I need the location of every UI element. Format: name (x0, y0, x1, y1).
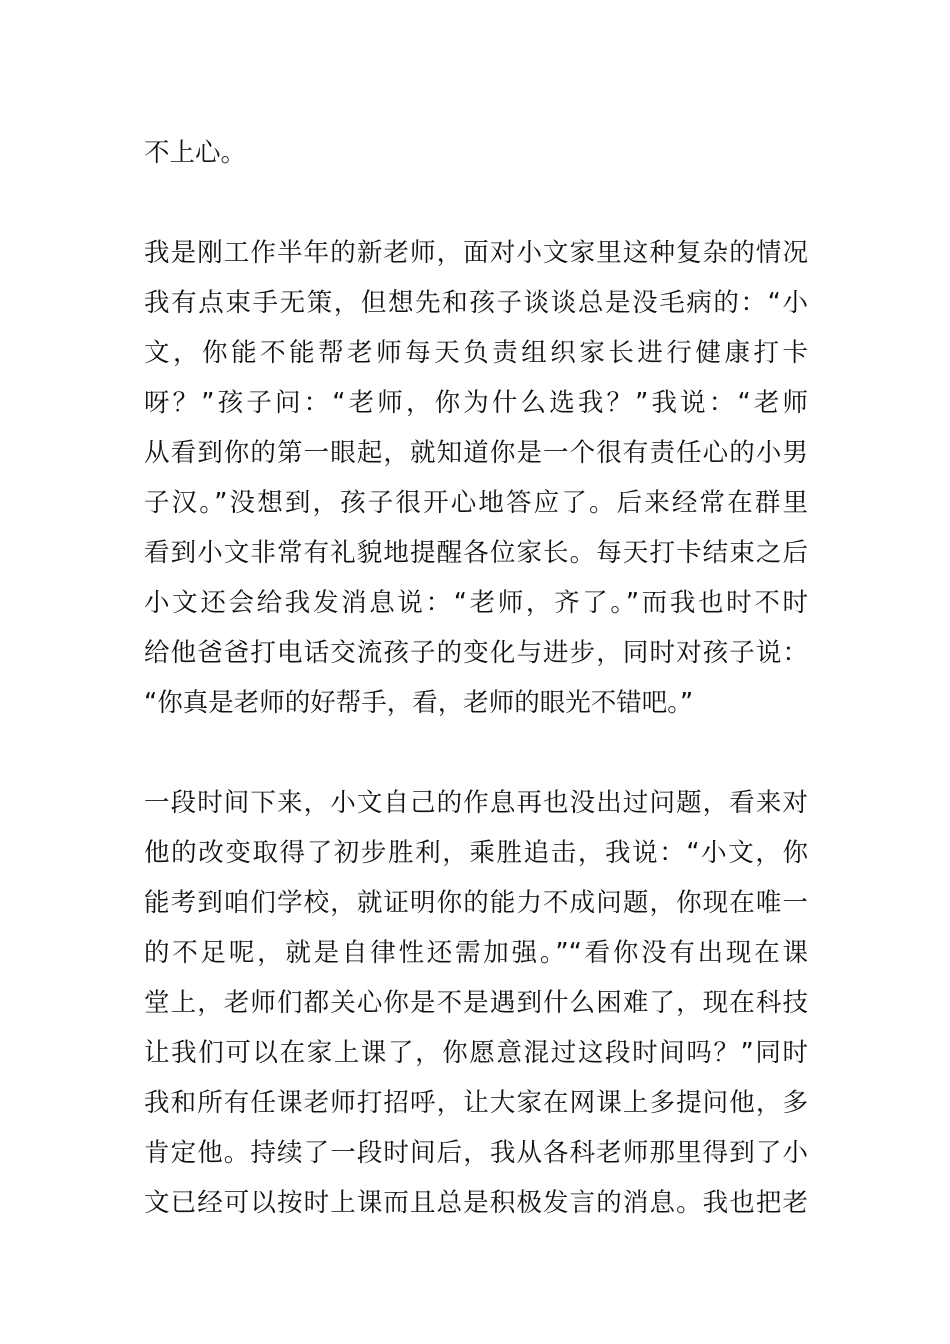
text-line: 文已经可以按时上课而且总是积极发言的消息。我也把老 (144, 1188, 808, 1218)
text-line: 肯定他。持续了一段时间后，我从各科老师那里得到了小 (144, 1138, 808, 1168)
text-line: 让我们可以在家上课了，你愿意混过这段时间吗？”同时 (144, 1038, 808, 1068)
paragraph-2 (144, 228, 808, 728)
text-line: 小文还会给我发消息说：“老师，齐了。”而我也时不时 (144, 588, 808, 618)
text-line: 一段时间下来，小文自己的作息再也没出过问题，看来对 (144, 788, 808, 818)
text-line: 文，你能不能帮老师每天负责组织家长进行健康打卡 (144, 338, 808, 368)
text-line: 看到小文非常有礼貌地提醒各位家长。每天打卡结束之后 (144, 538, 808, 568)
text-line: 我有点束手无策，但想先和孩子谈谈总是没毛病的：“小 (144, 288, 808, 318)
text-line: 他的改变取得了初步胜利，乘胜追击，我说：“小文，你 (144, 838, 808, 868)
text-line: 从看到你的第一眼起，就知道你是一个很有责任心的小男 (144, 438, 808, 468)
text-line: 子汉。”没想到，孩子很开心地答应了。后来经常在群里 (144, 488, 808, 518)
text-line: 的不足呢，就是自律性还需加强。”“看你没有出现在课 (144, 938, 808, 968)
text-line: “你真是老师的好帮手，看，老师的眼光不错吧。” (144, 688, 694, 718)
text-line: 能考到咱们学校，就证明你的能力不成问题，你现在唯一 (144, 888, 808, 918)
text-line: 不上心。 (144, 138, 247, 168)
text-line: 我是刚工作半年的新老师，面对小文家里这种复杂的情况 (144, 238, 808, 268)
paragraph-3 (144, 778, 808, 1228)
document-body (144, 128, 808, 1278)
text-line: 我和所有任课老师打招呼，让大家在网课上多提问他，多 (144, 1088, 808, 1118)
text-line: 给他爸爸打电话交流孩子的变化与进步，同时对孩子说： (144, 638, 808, 668)
text-line: 堂上，老师们都关心你是不是遇到什么困难了，现在科技 (144, 988, 808, 1018)
paragraph-1 (144, 128, 808, 178)
text-line: 呀？”孩子问：“老师，你为什么选我？”我说：“老师 (144, 388, 808, 418)
